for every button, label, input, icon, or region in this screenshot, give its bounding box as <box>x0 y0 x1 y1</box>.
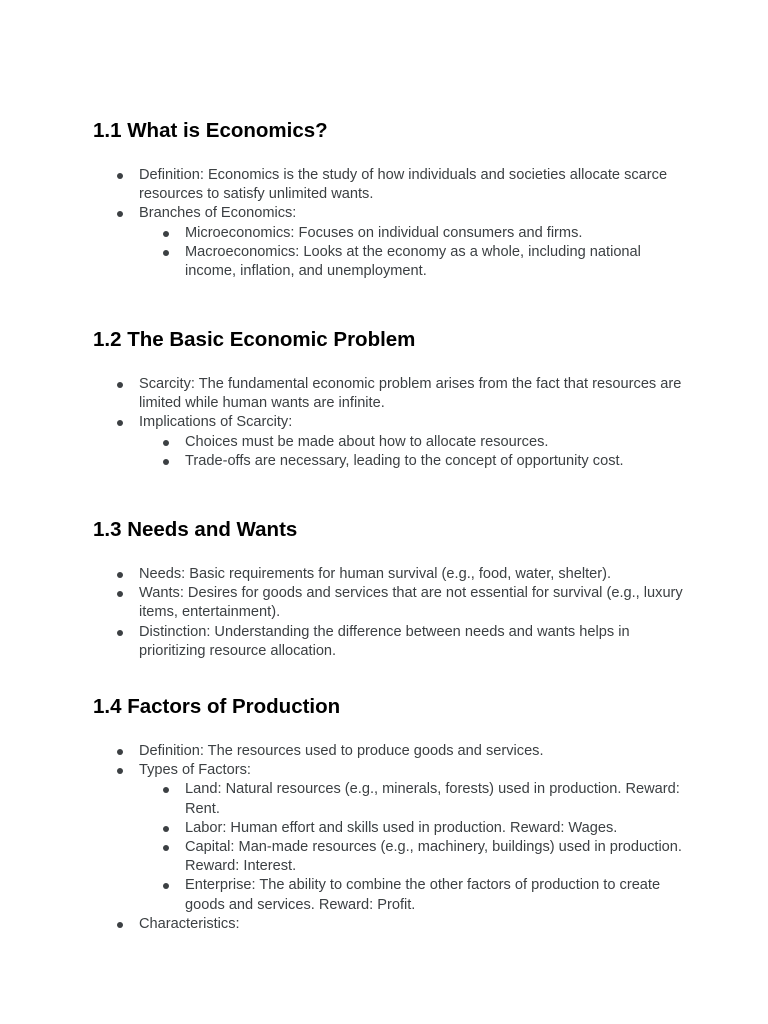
list-item: Macroeconomics: Looks at the economy as a whole, including national income, inflation, and unemployment. <box>139 243 693 281</box>
list-item: Scarcity: The fundamental economic problem arises from the fact that resources are limited while human wants are infinite. <box>93 375 693 413</box>
list-item: Needs: Basic requirements for human survival (e.g., food, water, shelter). <box>93 565 693 584</box>
list-item: Implications of Scarcity: Choices must be made about how to allocate resources. Trade-offs are necessary, leading to the concept of opportunity cost. <box>93 413 693 471</box>
list-item: Wants: Desires for goods and services that are not essential for survival (e.g., luxury items, entertainment). <box>93 584 693 622</box>
section-title: 1.3 Needs and Wants <box>93 518 298 541</box>
bullet-list <box>93 166 693 281</box>
list-item: Labor: Human effort and skills used in production. Reward: Wages. <box>139 819 693 838</box>
sub-bullet-list <box>139 780 693 914</box>
section-1-4 <box>93 694 693 934</box>
sub-bullet-list <box>139 224 693 282</box>
list-item: Choices must be made about how to allocate resources. <box>139 433 693 452</box>
bullet-list <box>93 742 693 934</box>
section-title: 1.4 Factors of Production <box>93 695 341 718</box>
list-item: Trade-offs are necessary, leading to the concept of opportunity cost. <box>139 452 693 471</box>
section-title: 1.2 The Basic Economic Problem <box>93 328 416 351</box>
list-item: Distinction: Understanding the difference between needs and wants helps in prioritizing resource allocation. <box>93 623 693 661</box>
list-item: Enterprise: The ability to combine the other factors of production to create goods and services. Reward: Profit. <box>139 876 693 914</box>
sub-bullet-list <box>139 433 693 471</box>
section-1-1 <box>93 118 693 281</box>
list-item: Definition: Economics is the study of how individuals and societies allocate scarce resources to satisfy unlimited wants. <box>93 166 693 204</box>
section-title: 1.1 What is Economics? <box>93 119 328 142</box>
list-item: Capital: Man-made resources (e.g., machinery, buildings) used in production. Reward: Interest. <box>139 838 693 876</box>
list-item: Characteristics: <box>93 915 693 934</box>
list-item: Types of Factors: Land: Natural resources (e.g., minerals, forests) used in production. Reward: Rent. Labor: Human effort and skills used in production. Reward: Wages. Capital: Man-made resources (e.g., machinery, buildings) used in production. Reward: Interest. Enterprise: The ability to combine the other factors of production to create goods and services. Reward: Profit. <box>93 761 693 915</box>
bullet-list <box>93 375 693 471</box>
list-item: Microeconomics: Focuses on individual consumers and firms. <box>139 224 693 243</box>
list-item: Land: Natural resources (e.g., minerals, forests) used in production. Reward: Rent. <box>139 780 693 818</box>
bullet-list <box>93 565 693 661</box>
section-1-3 <box>93 517 693 661</box>
list-item: Branches of Economics: Microeconomics: Focuses on individual consumers and firms. Macroeconomics: Looks at the economy as a whole, including national income, inflation, and unemployment. <box>93 204 693 281</box>
list-item: Definition: The resources used to produce goods and services. <box>93 742 693 761</box>
section-1-2 <box>93 327 693 471</box>
